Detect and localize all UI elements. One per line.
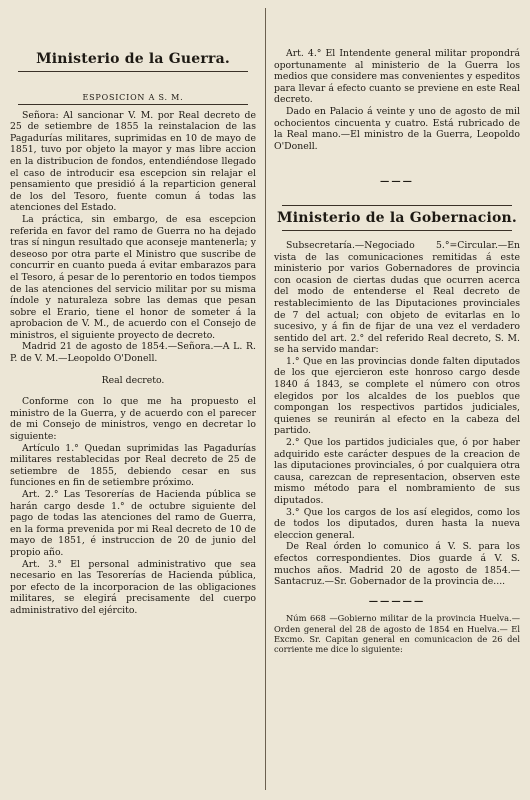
gobernacion-bottom-rule xyxy=(282,230,512,231)
esposicion-paragraph-1: Señora: Al sancionar V. M. por Real decreto de 25 de setiembre de 1855 la reinstalacion de las Pagadurías militares, suprimidas en 10 de mayo de 1851, tuvo por objeto la mayor y mas libre accion en la distribucion de fondos, entendiéndose llegado el caso de introducir esa escepcion sin relajar el pensamiento que presidió á la reparticion general de los del Tesoro, fuente comun á todas las atenciones del Estado. xyxy=(10,109,256,214)
decree-article-1: Artículo 1.° Quedan suprimidas las Pagadurías militares restablecidas por Real decreto de 25 de setiembre de 1855, debiendo cesar en sus funciones en fin de setiembre próximo. xyxy=(10,442,256,489)
right-column xyxy=(274,0,520,654)
column-rule xyxy=(265,8,266,790)
esposicion-signature: Madrid 21 de agosto de 1854.—Señora.—A L. R. P. de V. M.—Leopoldo O'Donell. xyxy=(10,341,256,365)
decree-article-2: Art. 2.° Las Tesorerías de Hacienda pública se harán cargo desde 1.° de octubre siguiente del pago de todas las atenciones del ramo de Guerra, en la forma prevenida por mi Real decreto de 10 de mayo de 1851, é instruccion de 20 de junio del propio año. xyxy=(10,489,256,558)
circular-item-1: 1.° Que en las provincias donde falten diputados de los que ejercieron este honroso cargo desde 1840 á 1843, se complete el número con otros elegidos por los alcaldes de los pueblos que compongan los respectivos partidos judiciales, quienes se reunirán al efecto en la cabeza del partido. xyxy=(274,355,520,437)
decree-article-4: Art. 4.° El Intendente general militar propondrá oportunamente al ministerio de la Guerra los medios que considere mas convenientes y espeditos para llevar á efecto cuanto se previene en este Real decreto. xyxy=(274,48,520,106)
esposicion-subheading: ESPOSICION A S. M. xyxy=(82,93,184,102)
circular-item-3: 3.° Que los cargos de los así elegidos, como los de todos los diputados, duren hasta la nueva eleccion general. xyxy=(274,506,520,541)
footnote-text: Núm 668 —Gobierno militar de la provincia Huelva.— Orden general del 28 de agosto de 1854 en Huelva.— El Excmo. Sr. Capitan general en comunicacion de 26 del corriente me dice lo siguiente: xyxy=(274,613,520,654)
ministry-gobernacion-heading: Ministerio de la Gobernacion. xyxy=(277,209,517,226)
left-column xyxy=(10,0,256,617)
decree-closing: Dado en Palacio á veinte y uno de agosto de mil ochocientos cincuenta y cuatro. Está rubricado de la Real mano.—El ministro de la Guerra, Leopoldo O'Donell. xyxy=(274,105,520,152)
esposicion-paragraph-2: La práctica, sin embargo, de esa escepcion referida en favor del ramo de Guerra no ha dejado tras sí ningun resultado que aconseje mantenerla; y deseoso por otra parte el Ministro que suscribe de concurrir en cuanto pueda á evitar embarazos para el Tesoro, á pesar de lo perentorio en todos tiempos de las atenciones del servicio militar por su misma índole y naturaleza sobre las demas que pesan sobre el Erario, tiene el honor de someter á la aprobacion de V. M., de acuerdo con el Consejo de ministros, el siguiente proyecto de decreto. xyxy=(10,213,256,341)
section-divider: ——— xyxy=(380,176,414,188)
heading-rule xyxy=(18,71,248,72)
footnote-divider: ————— xyxy=(368,595,426,607)
ministry-guerra-heading: Ministerio de la Guerra. xyxy=(36,51,230,67)
gobernacion-top-rule xyxy=(282,205,512,206)
real-decreto-title: Real decreto. xyxy=(101,374,165,386)
circular-paragraph: Subsecretaría.—Negociado 5.°=Circular.—En vista de las comunicaciones remitidas á este ministerio por varios Gobernadores de provincia con ocasion de ciertas dudas que ocurren acerca del modo de entenderse el Real decreto de restablecimiento de las Diputaciones provinciales de 7 del actual; con objeto de evitarlas en lo sucesivo, y á fin de fijar de una vez el verdadero sentido del art. 2.° del referido Real decreto, S. M. se ha servido mandar: xyxy=(274,239,520,356)
circular-item-2: 2.° Que los partidos judiciales que, ó por haber adquirido este carácter despues de la creacion de las diputaciones provinciales, ó por cualquiera otra causa, carezcan de representacion, observen este mismo método para el nombramiento de sus diputados. xyxy=(274,437,520,506)
decree-preamble: Conforme con lo que me ha propuesto el ministro de la Guerra, y de acuerdo con el parecer de mi Consejo de ministros, vengo en decretar lo siguiente: xyxy=(10,396,256,443)
circular-closing: De Real órden lo comunico á V. S. para los efectos correspondientes. Dios guarde á V. S. muchos años. Madrid 20 de agosto de 1854.—Santacruz.—Sr. Gobernador de la provincia de.... xyxy=(274,541,520,588)
decree-article-3: Art. 3.° El personal administrativo que sea necesario en las Tesorerías de Hacienda pública, por efecto de la incorporacion de las obligaciones militares, se elegirá precisamente del cuerpo administrativo del ejército. xyxy=(10,558,256,616)
